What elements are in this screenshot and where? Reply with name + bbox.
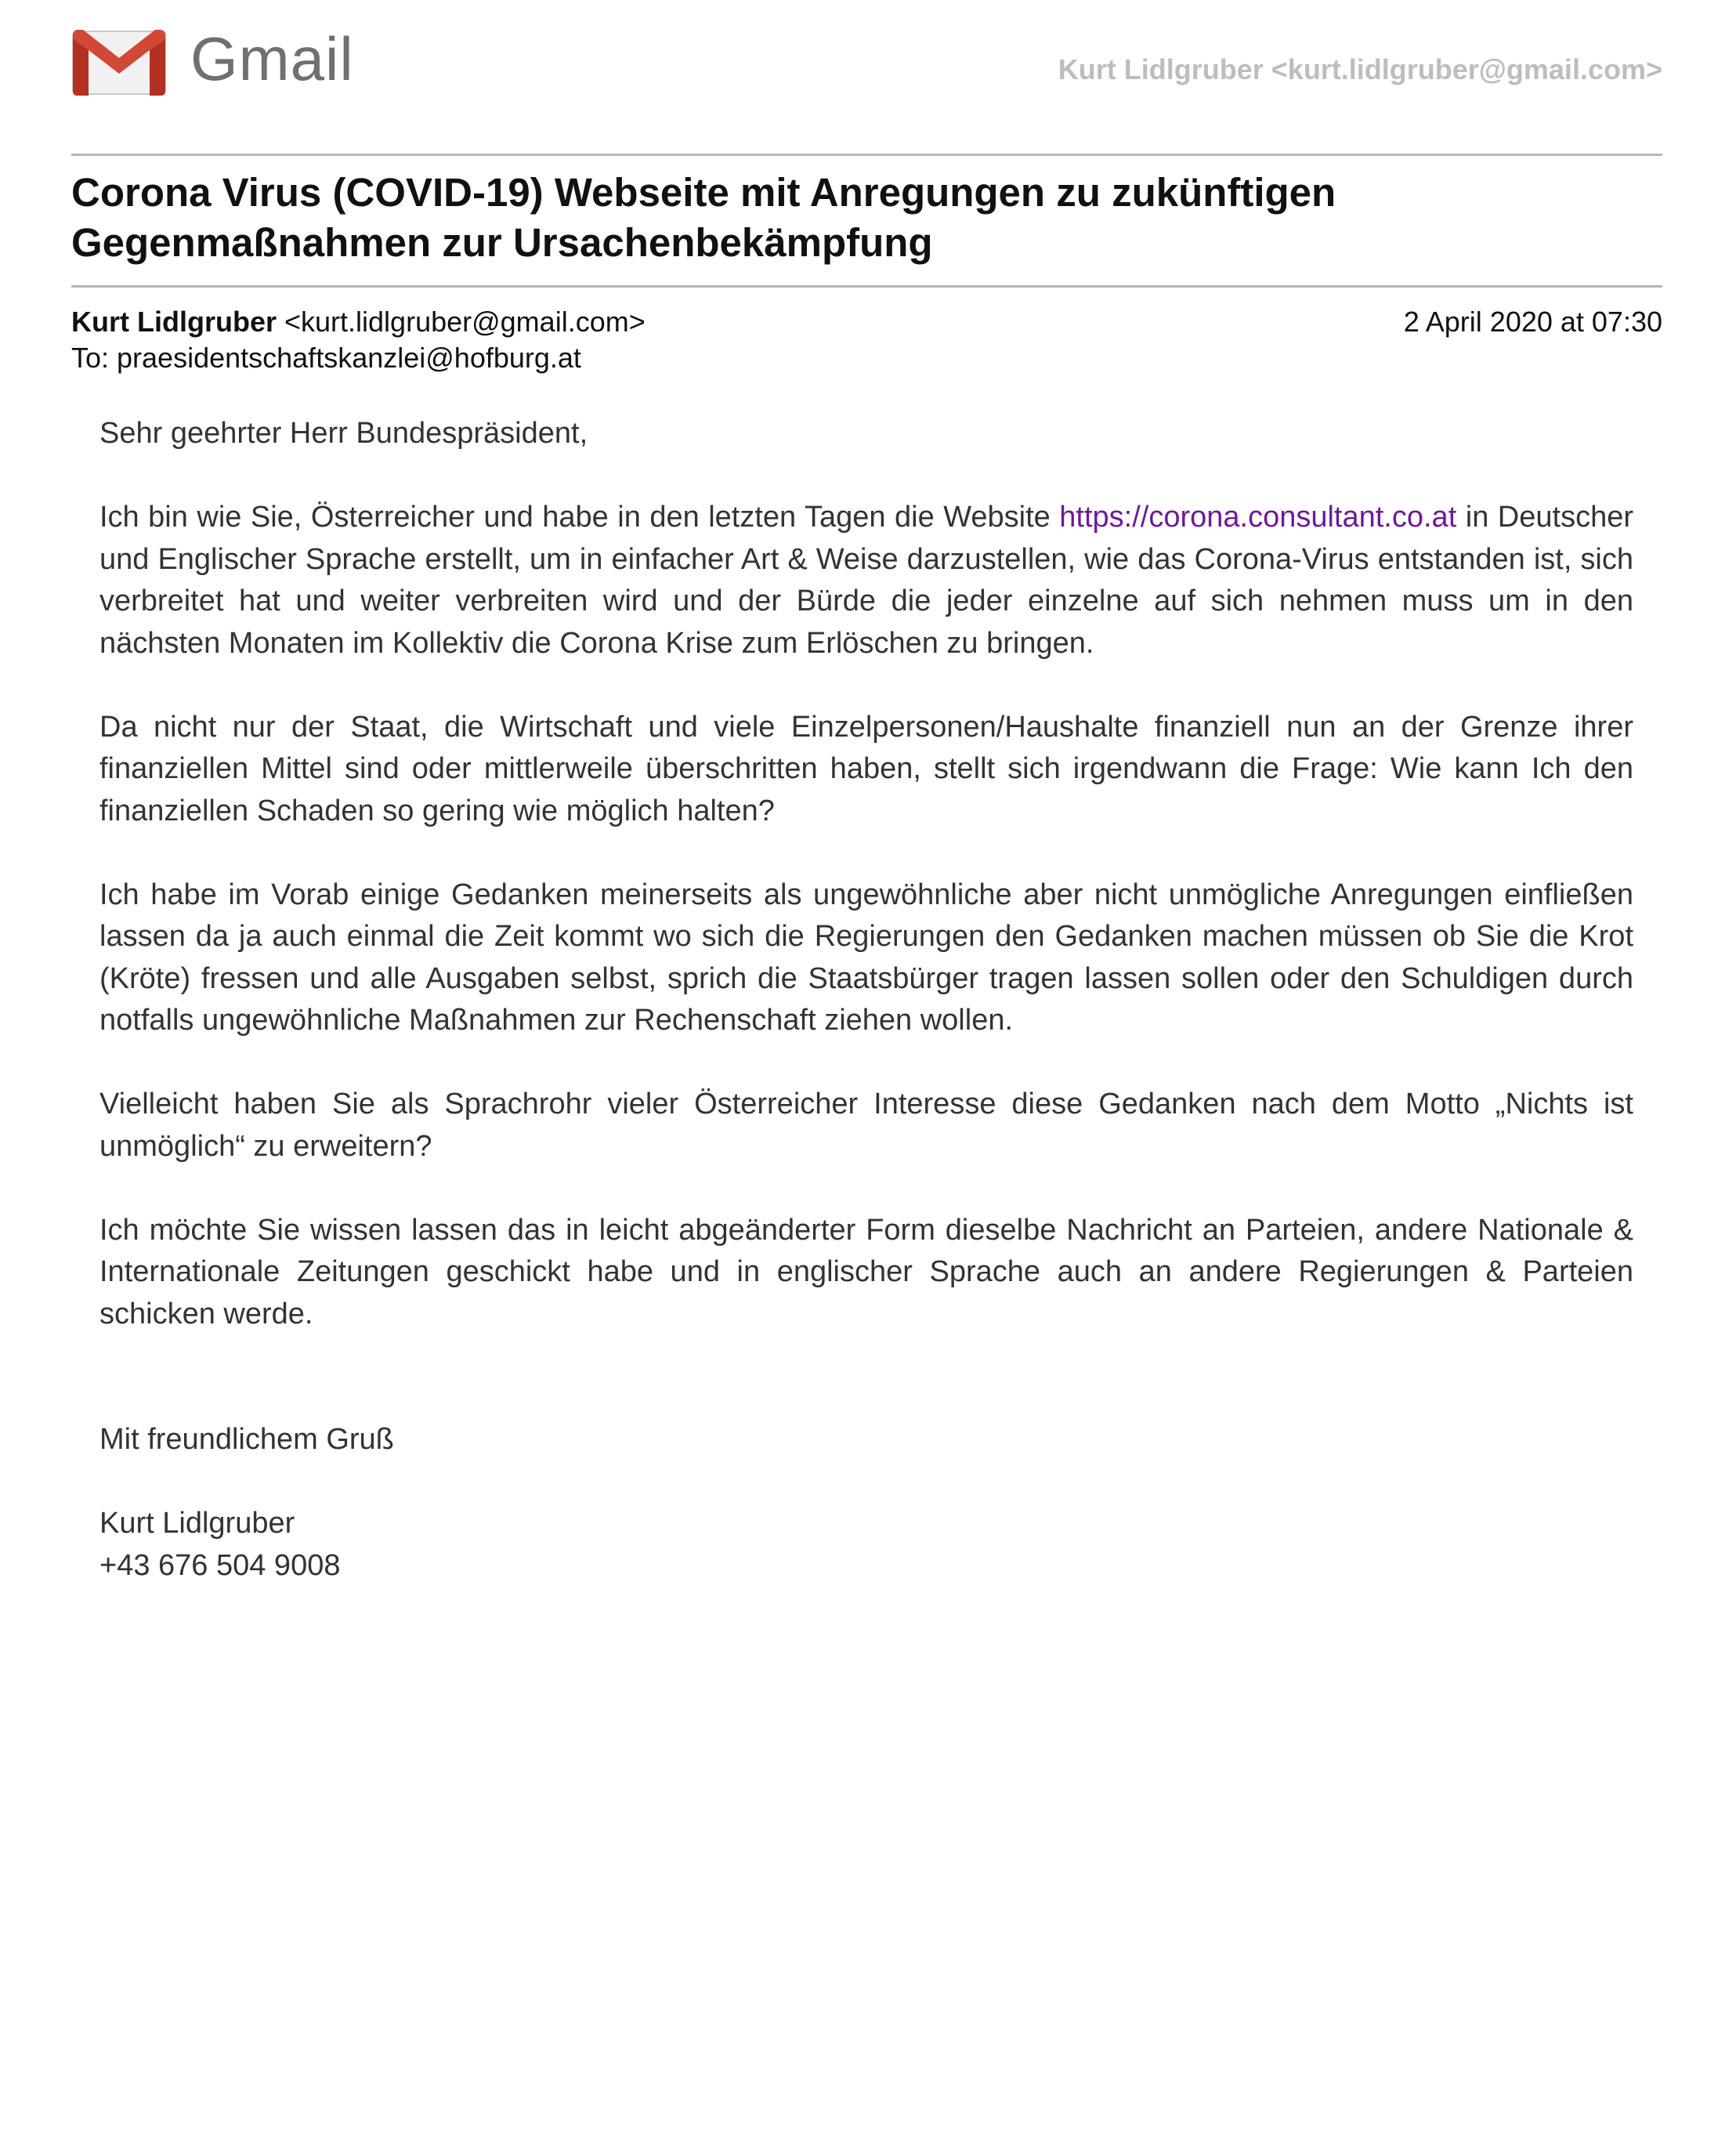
- body-paragraph-4: Vielleicht haben Sie als Sprachrohr vieler Österreicher Interesse diese Gedanken nach dem Motto „Nichts ist unmöglich“ zu erweitern?: [99, 1088, 1633, 1163]
- signature: [99, 1503, 1633, 1587]
- email-meta: [71, 304, 1662, 376]
- body-paragraph-5: Ich möchte Sie wissen lassen das in leicht abgeänderter Form dieselbe Nachricht an Parteien, andere Nationale & Internationale Zeitungen geschickt habe und in englischer Sprache auch an andere Regierungen & Parteien schicken werde.: [99, 1213, 1633, 1330]
- body-paragraph-2: Da nicht nur der Staat, die Wirtschaft und viele Einzelpersonen/Haushalte finanziell nun an der Grenze ihrer finanziellen Mittel sind oder mittlerweile überschritten haben, stellt sich irgendwann die Frage: Wie kann Ich den finanziellen Schaden so gering wie möglich halten?: [99, 710, 1633, 827]
- closing: Mit freundlichem Gruß: [99, 1423, 394, 1456]
- paragraph-text: in Deutscher und Englischer Sprache erstellt, um in einfacher Art & Weise darzustellen, wie das Corona-Virus entstanden ist, sich verbreitet hat und weiter verbreiten wird und der Bürde die jeder einzelne auf sich nehmen muss um in den nächsten Monaten im Kollektiv die Corona Krise zum Erlöschen zu bringen.: [99, 501, 1634, 660]
- recipient-line: To: praesidentschaftskanzlei@hofburg.at: [71, 342, 581, 374]
- email-body: [99, 413, 1633, 1629]
- gmail-header: [71, 25, 1662, 103]
- sent-date: 2 April 2020 at 07:30: [1403, 306, 1662, 338]
- signature-name: Kurt Lidlgruber: [99, 1507, 295, 1540]
- website-link[interactable]: https://corona.consultant.co.at: [1059, 501, 1457, 534]
- body-paragraph-3: Ich habe im Vorab einige Gedanken meinerseits als ungewöhnliche aber nicht unmögliche Anregungen einfließen lassen da ja auch einmal die Zeit kommt wo sich die Regierungen den Gedanken machen müssen ob Sie die Krot (Kröte) fressen und alle Ausgaben selbst, sprich die Staatsbürger tragen lassen sollen oder den Schuldigen durch notfalls ungewöhnliche Maßnahmen zur Rechenschaft ziehen wollen.: [99, 878, 1633, 1037]
- sender-name: Kurt Lidlgruber: [71, 306, 277, 338]
- signature-phone: +43 676 504 9008: [99, 1548, 341, 1582]
- sender-address: <kurt.lidlgruber@gmail.com>: [284, 306, 646, 338]
- account-label: Kurt Lidlgruber <kurt.lidlgruber@gmail.com>: [1058, 53, 1662, 85]
- paragraph-text: Ich bin wie Sie, Österreicher und habe in den letzten Tagen die Website: [99, 501, 1060, 534]
- gmail-logo[interactable]: [71, 25, 354, 99]
- greeting: Sehr geehrter Herr Bundespräsident,: [99, 417, 588, 450]
- header-divider: [71, 154, 1662, 156]
- gmail-envelope-icon: [71, 27, 167, 97]
- subject-divider: [71, 285, 1662, 288]
- body-paragraph-1: [99, 497, 1633, 664]
- gmail-wordmark: Gmail: [190, 24, 354, 93]
- email-subject: Corona Virus (COVID-19) Webseite mit Anregungen zu zukünftigen Gegenmaßnahmen zur Ursachenbekämpfung: [71, 170, 1336, 265]
